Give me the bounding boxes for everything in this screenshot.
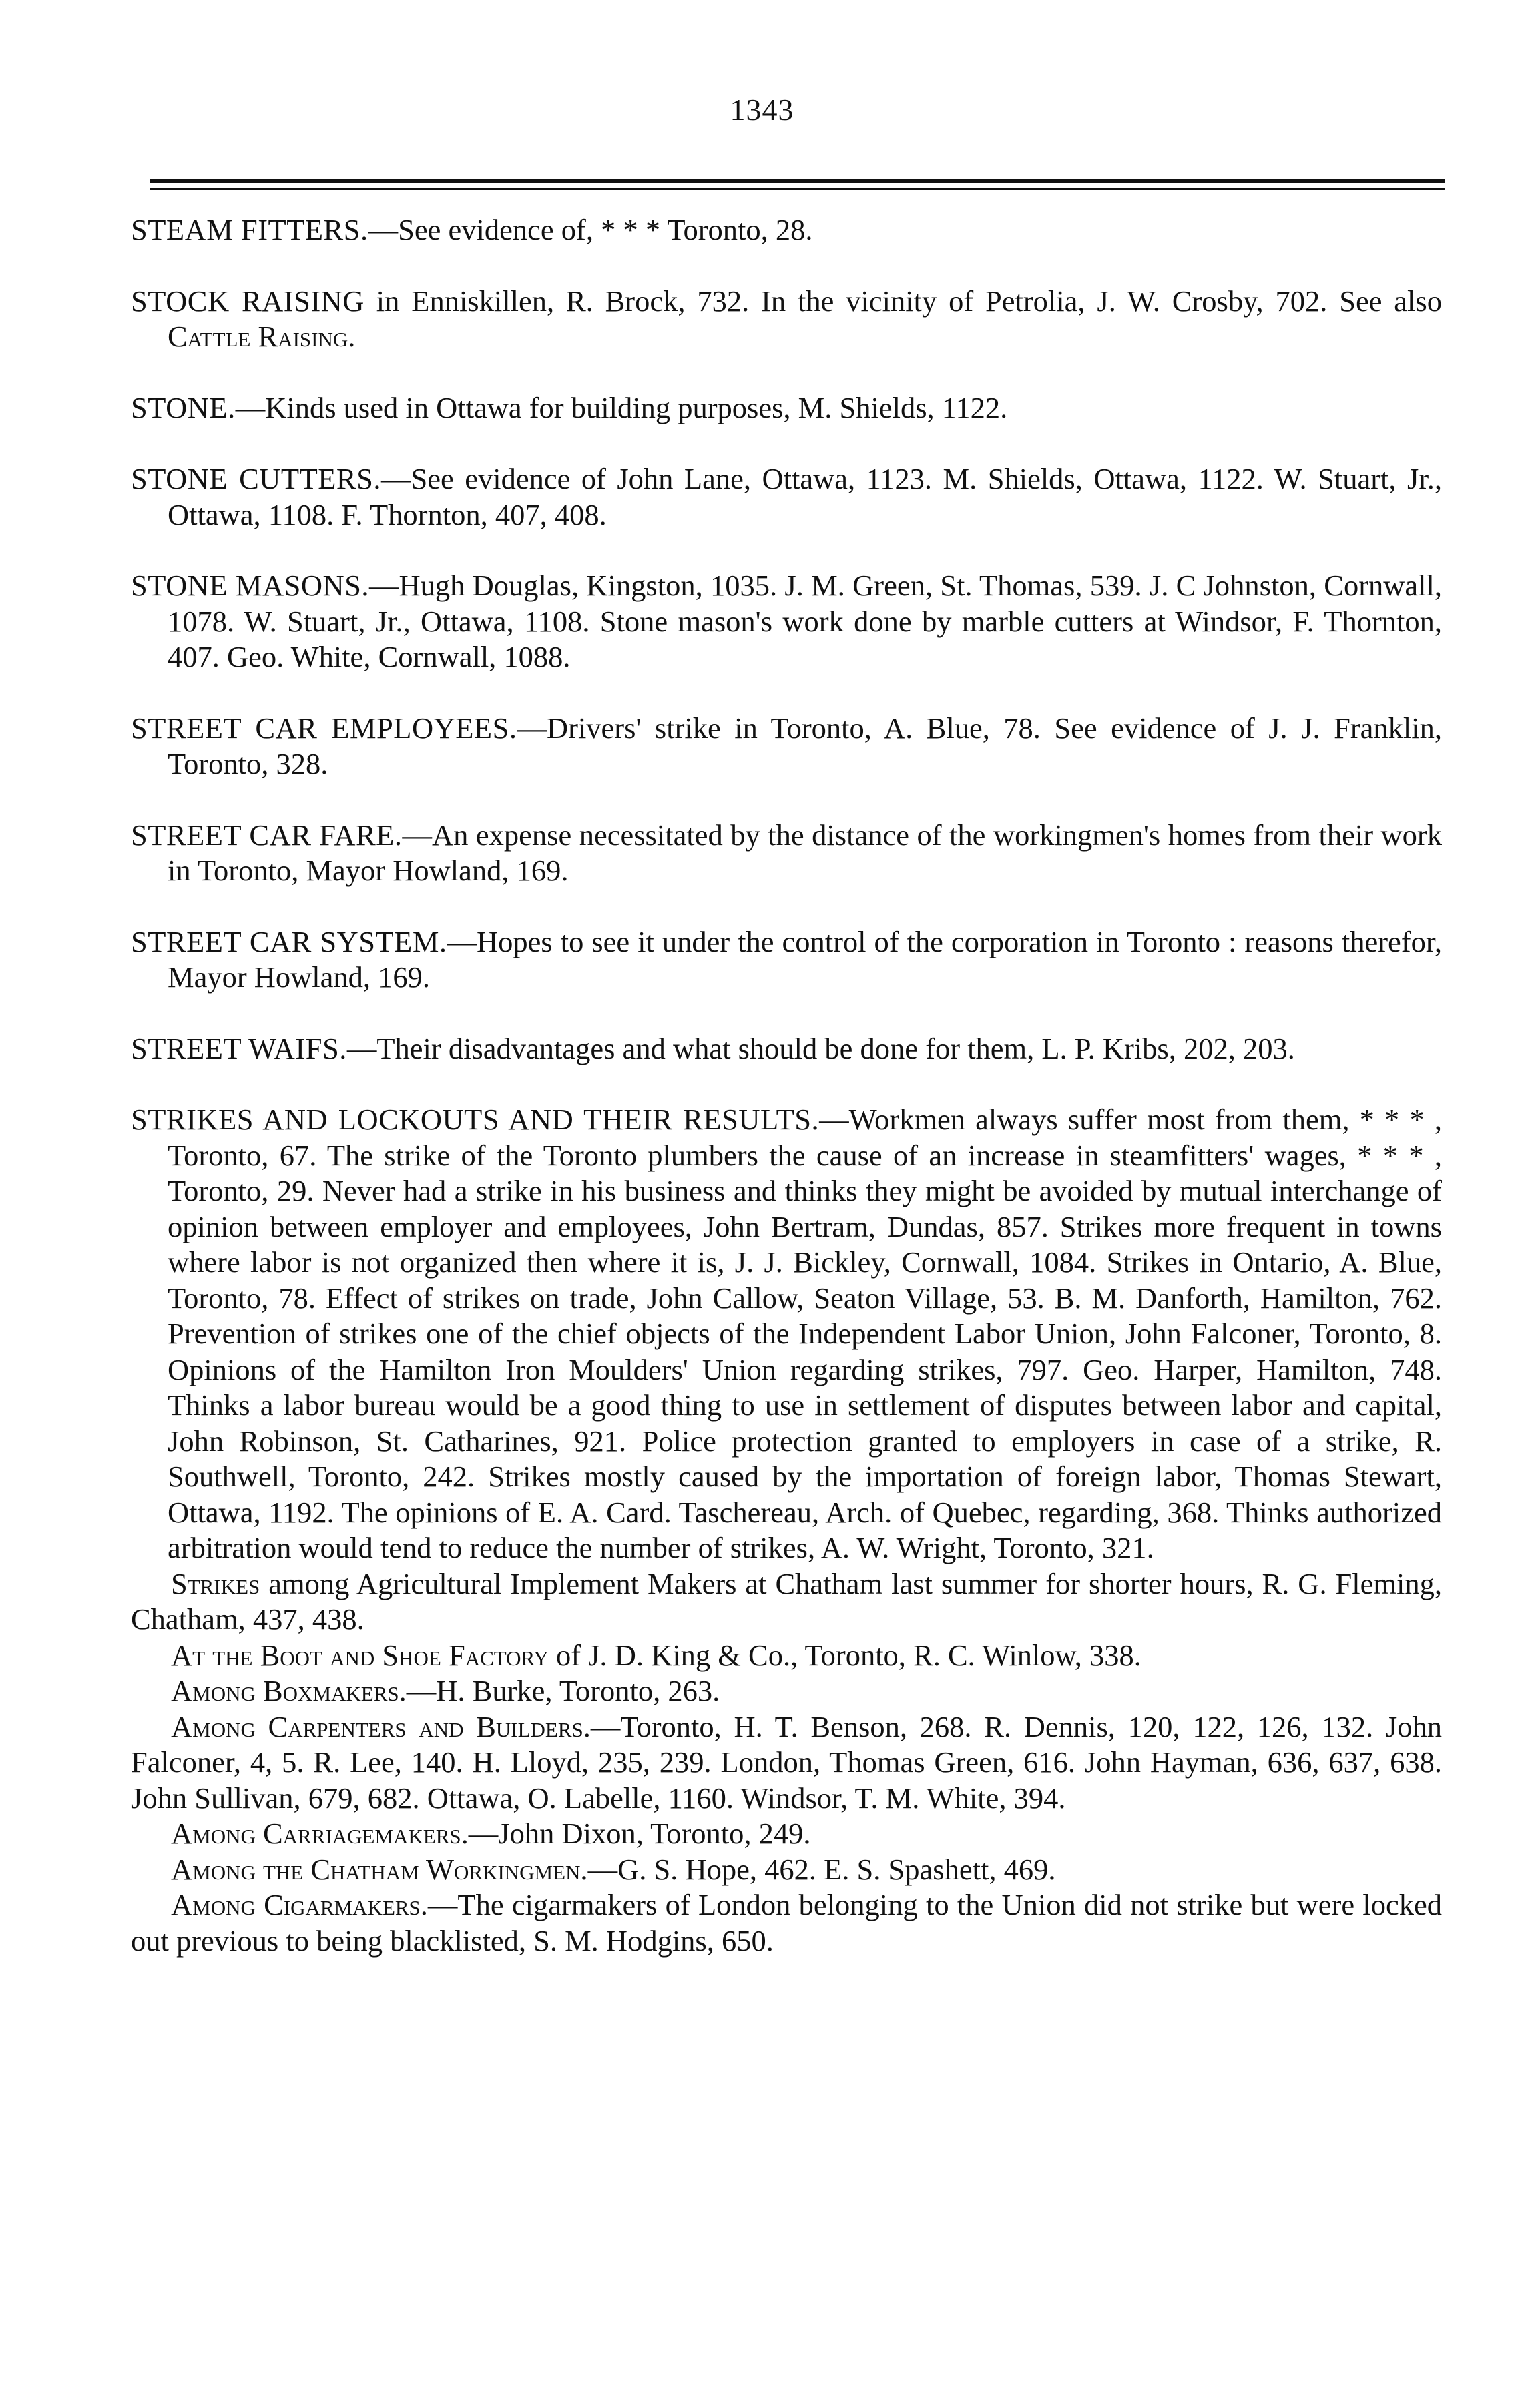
subentry-lead: Among Carriagemakers. (171, 1817, 469, 1850)
entry-cross-reference: Cattle Raising (168, 320, 348, 353)
subentry-text: —G. S. Hope, 462. E. S. Spashett, 469. (587, 1852, 1056, 1886)
index-entries (131, 212, 1442, 1959)
subentry-lead: Among Carpenters and Builders. (171, 1709, 591, 1743)
index-subentry (131, 1566, 1442, 1638)
entry-heading: STONE CUTTERS. (131, 462, 381, 495)
entry-heading: STONE. (131, 390, 236, 424)
entry-text: —See evidence of John Lane, Ottawa, 1123. M. Shields, Ottawa, 1122. W. Stuart, Jr., Ottawa, 1108. F. Thornton, 407, 408. (168, 462, 1442, 531)
index-entry (131, 461, 1442, 533)
entry-heading: STEAM FITTERS. (131, 213, 368, 246)
header-rule-thin (150, 188, 1445, 190)
entry-text: —Drivers' strike in Toronto, A. Blue, 78. See evidence of J. J. Franklin, Toronto, 328. (168, 711, 1442, 780)
index-entry (131, 212, 1442, 248)
entry-heading: STREET WAIFS. (131, 1031, 347, 1065)
entry-text: —Kinds used in Ottawa for building purposes, M. Shields, 1122. (235, 390, 1008, 424)
entry-text: —See evidence of, * * * Toronto, 28. (368, 213, 813, 246)
index-subentry (131, 1709, 1442, 1817)
index-entry (131, 568, 1442, 675)
index-subentry (131, 1887, 1442, 1959)
entry-text-tail: . (348, 320, 356, 353)
header-rule-thick (150, 179, 1445, 183)
subentry-lead: Among Cigarmakers. (171, 1888, 428, 1921)
entry-heading: STRIKES AND LOCKOUTS AND THEIR RESULTS. (131, 1103, 820, 1136)
entry-heading: STONE MASONS. (131, 569, 369, 602)
subentry-text: —John Dixon, Toronto, 249. (468, 1817, 811, 1850)
page-number: 1343 (730, 93, 794, 127)
index-entry (131, 390, 1442, 426)
entry-heading: STREET CAR FARE. (131, 818, 403, 852)
index-subentry (131, 1852, 1442, 1888)
entry-text: —An expense necessitated by the distance of the workingmen's homes from their work in Toronto, Mayor Howland, 169. (168, 818, 1442, 887)
subentry-text: —Toronto, H. T. Benson, 268. R. Dennis, 120, 122, 126, 132. John Falconer, 4, 5. R. Lee, 140. H. Lloyd, 235, 239. London, Thomas Green, 616. John Hayman, 636, 637, 638. John Sullivan, 679, 682. Ottawa, O. Labelle, 1160. Windsor, T. M. White, 394. (131, 1709, 1442, 1815)
entry-text: in Enniskillen, R. Brock, 732. In the vicinity of Petrolia, J. W. Crosby, 702. See also (364, 284, 1442, 318)
index-entry (131, 1102, 1442, 1566)
entry-heading: STREET CAR EMPLOYEES. (131, 711, 517, 745)
subentry-text: of J. D. King & Co., Toronto, R. C. Winlow, 338. (548, 1638, 1141, 1672)
subentry-text: —The cigarmakers of London belonging to the Union did not strike but were locked out previous to being blacklisted, S. M. Hodgins, 650. (131, 1888, 1442, 1958)
entry-heading: STREET CAR SYSTEM. (131, 924, 447, 958)
entry-heading: STOCK RAISING (131, 284, 364, 318)
subentry-lead: Strikes (171, 1566, 260, 1600)
subentry-lead: Among Boxmakers. (171, 1674, 407, 1707)
index-subentry (131, 1673, 1442, 1709)
index-subentry (131, 1638, 1442, 1674)
subentry-text: —H. Burke, Toronto, 263. (406, 1674, 720, 1707)
entry-text: —Hopes to see it under the control of the corporation in Toronto : reasons therefor, Mayor Howland, 169. (168, 924, 1442, 994)
index-subentry (131, 1816, 1442, 1852)
index-entry (131, 711, 1442, 782)
subentry-lead: Among the Chatham Workingmen. (171, 1852, 588, 1886)
index-entry (131, 924, 1442, 996)
entry-text: —Workmen always suffer most from them, * * * , Toronto, 67. The strike of the Toronto plumbers the cause of an increase in steamfitters' wages, * * * , Toronto, 29. Never had a strike in his business and thinks they might be avoided by mutual interchange of opinion between employer and employees, John Bertram, Dundas, 857. Strikes more frequent in towns where labor is not organized then where it is, J. J. Bickley, Cornwall, 1084. Strikes in Ontario, A. Blue, Toronto, 78. Effect of strikes on trade, John Callow, Seaton Village, 53. B. M. Danforth, Hamilton, 762. Prevention of strikes one of the chief objects of the Independent Labor Union, John Falconer, Toronto, 8. Opinions of the Hamilton Iron Moulders' Union regarding strikes, 797. Geo. Harper, Hamilton, 748. Thinks a labor bureau would be a good thing to use in settlement of disputes between labor and capital, John Robinson, St. Catharines, 921. Police protection granted to employers in case of a strike, R. Southwell, Toronto, 242. Strikes mostly caused by the importation of foreign labor, Thomas Stewart, Ottawa, 1192. The opinions of E. A. Card. Taschereau, Arch. of Quebec, regarding, 368. Thinks authorized arbitration would tend to reduce the number of strikes, A. W. Wright, Toronto, 321. (168, 1103, 1442, 1564)
subentry-lead: At the Boot and Shoe Factory (171, 1638, 549, 1672)
entry-text: —Their disadvantages and what should be done for them, L. P. Kribs, 202, 203. (346, 1031, 1295, 1065)
entry-text: —Hugh Douglas, Kingston, 1035. J. M. Green, St. Thomas, 539. J. C Johnston, Cornwall, 1078. W. Stuart, Jr., Ottawa, 1108. Stone mason's work done by marble cutters at Windsor, F. Thornton, 407. Geo. White, Cornwall, 1088. (168, 569, 1443, 673)
subentry-text: among Agricultural Implement Makers at Chatham last summer for shorter hours, R. G. Fleming, Chatham, 437, 438. (131, 1566, 1442, 1636)
index-entry (131, 284, 1442, 355)
index-entry (131, 818, 1442, 889)
index-entry (131, 1031, 1442, 1067)
